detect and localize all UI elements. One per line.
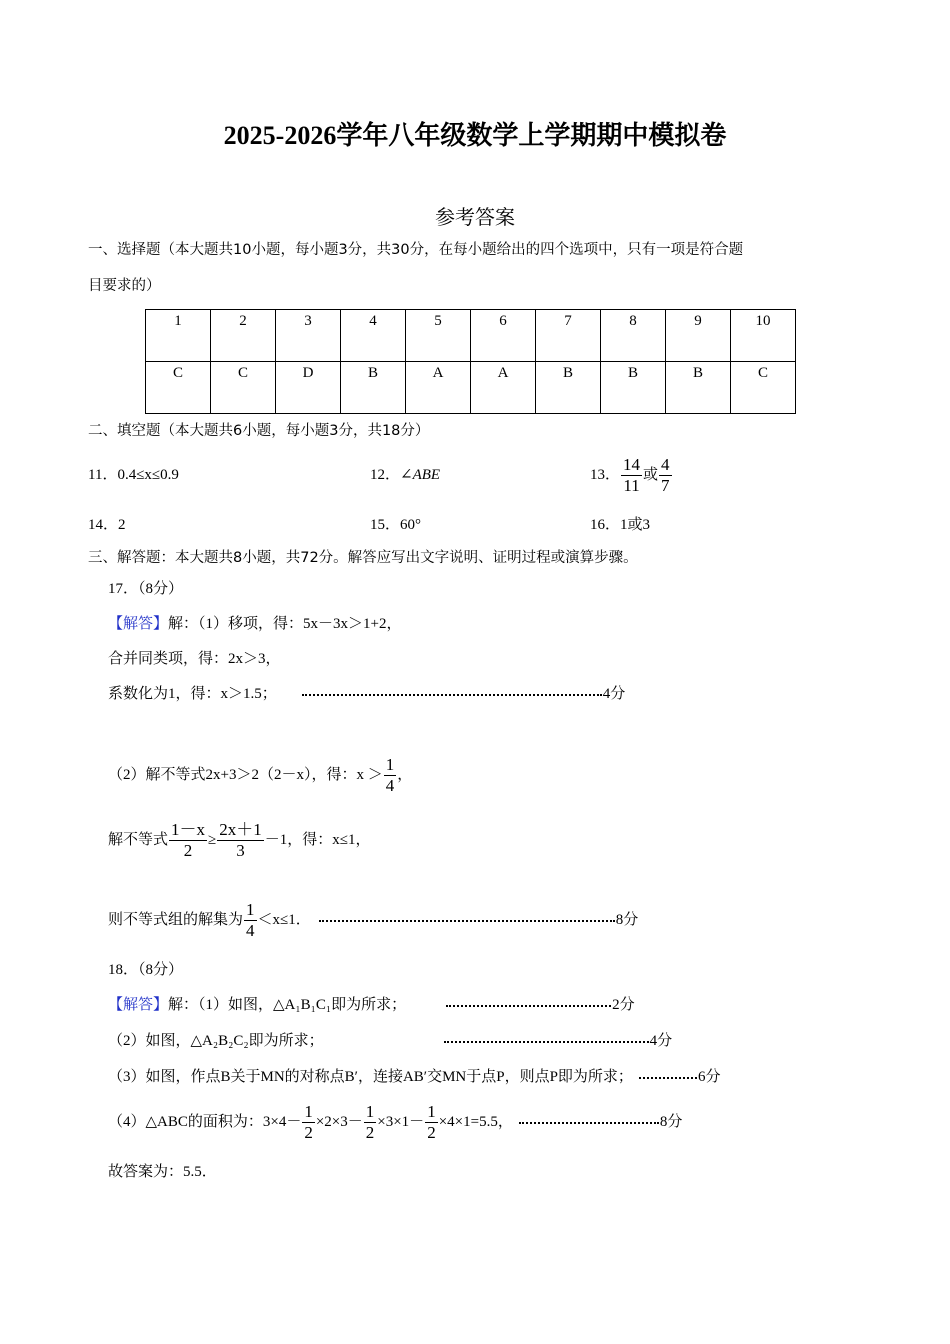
- q18-line4: [108, 1102, 682, 1143]
- answer-cell: C: [211, 362, 276, 414]
- section3-heading: 三、解答题：本大题共8小题，共72分。解答应写出文字说明、证明过程或演算步骤。: [88, 550, 638, 566]
- numerator: 1－x: [171, 820, 206, 840]
- dot-leader: [446, 1005, 611, 1007]
- answer-cell: B: [536, 362, 601, 414]
- numerator: 1: [427, 1102, 436, 1122]
- fraction: [425, 1102, 438, 1143]
- denominator: 11: [623, 476, 640, 496]
- score: 8分: [659, 1114, 683, 1130]
- or-text: 或: [643, 467, 659, 483]
- score: 2分: [612, 997, 635, 1013]
- q-number: 14．: [88, 517, 119, 533]
- choice-answer-table: [145, 309, 796, 414]
- q-answer: 2: [118, 517, 126, 533]
- answer-cell: B: [341, 362, 406, 414]
- dot-leader: [302, 694, 602, 696]
- ge-sign: ≥: [208, 832, 217, 848]
- text: 系数化为1，得：x＞1.5；: [108, 686, 277, 702]
- denominator: 7: [661, 476, 670, 496]
- answer-cell: B: [666, 362, 731, 414]
- fraction: [244, 900, 257, 941]
- q17-line2: 合并同类项，得：2x＞3，: [108, 651, 281, 667]
- numerator: 4: [661, 455, 670, 475]
- text: （3）如图，作点B关于MN的对称点B′，连接AB′交MN于点P，则点P即为所求；: [108, 1069, 633, 1085]
- question-number-cell: 5: [406, 310, 471, 362]
- fraction: [169, 820, 207, 861]
- numerator: 1: [365, 1102, 375, 1122]
- q18-line1: [108, 995, 635, 1015]
- q18-label: 18．（8分）: [108, 962, 184, 978]
- question-number-cell: 10: [731, 310, 796, 362]
- text: （2）解不等式2x+3＞2（2－x），得：x ＞: [108, 767, 383, 783]
- question-number-cell: 1: [146, 310, 211, 362]
- answer-cell: A: [406, 362, 471, 414]
- text: 解不等式: [108, 832, 169, 848]
- q17-line4: [108, 755, 412, 796]
- question-number-cell: 2: [211, 310, 276, 362]
- q-number: 13．: [590, 467, 621, 483]
- text: ，: [397, 767, 413, 783]
- denominator: 3: [236, 841, 245, 861]
- answer-cell: C: [146, 362, 211, 414]
- text: ×4×1=5.5，: [438, 1114, 513, 1130]
- answer-q16: [590, 515, 650, 535]
- q-answer: 0.4≤x≤0.9: [117, 467, 179, 483]
- answer-q14: [88, 515, 126, 535]
- answer-cell: D: [276, 362, 341, 414]
- dot-leader: [319, 920, 615, 922]
- score: 6分: [697, 1069, 721, 1085]
- section1-heading-cont: 目要求的）: [88, 278, 161, 294]
- q17-line5: [108, 820, 370, 861]
- section1-heading: 一、选择题（本大题共10小题，每小题3分，共30分，在每小题给出的四个选项中，只有一项是符合题: [88, 242, 744, 258]
- denominator: 2: [427, 1123, 436, 1143]
- q18-line3: [108, 1067, 720, 1087]
- fraction: [217, 820, 264, 861]
- denominator: 2: [183, 841, 193, 861]
- answer-cell: A: [471, 362, 536, 414]
- denominator: 2: [365, 1123, 375, 1143]
- dot-leader: [519, 1122, 659, 1124]
- question-number-cell: 8: [601, 310, 666, 362]
- numerator: 1: [385, 755, 395, 775]
- solution-tag: 【解答】: [108, 997, 169, 1013]
- text: 解：（1）如图，△A₁B₁C₁即为所求；: [168, 997, 407, 1013]
- text: ×2×3－: [315, 1114, 363, 1130]
- q18-line2: [108, 1031, 672, 1051]
- score: 4分: [602, 686, 626, 702]
- q17-line1: [108, 614, 401, 634]
- text: （2）如图，△A₂B₂C₂即为所求；: [108, 1033, 324, 1049]
- fraction: [621, 455, 642, 496]
- denominator: 4: [385, 776, 395, 796]
- question-number-cell: 9: [666, 310, 731, 362]
- fraction: [302, 1102, 315, 1143]
- q-number: 11．: [88, 467, 118, 483]
- q-number: 15．: [370, 517, 401, 533]
- document-title: 2025-2026学年八年级数学上学期期中模拟卷: [223, 121, 727, 150]
- solution-tag: 【解答】: [108, 616, 169, 632]
- section2-heading: 二、填空题（本大题共6小题，每小题3分，共18分）: [88, 423, 430, 439]
- numerator: 1: [304, 1102, 313, 1122]
- text: ＜x≤1．: [257, 912, 311, 928]
- text: 则不等式组的解集为: [108, 912, 244, 928]
- numerator: 1: [246, 900, 255, 920]
- question-number-cell: 7: [536, 310, 601, 362]
- q-answer: 1或3: [620, 517, 651, 533]
- q-answer: ∠ABE: [400, 467, 441, 483]
- q-number: 16．: [590, 517, 621, 533]
- numerator: 14: [623, 455, 641, 475]
- q-answer: 60°: [400, 517, 422, 533]
- question-number-cell: 3: [276, 310, 341, 362]
- denominator: 4: [246, 921, 255, 941]
- score: 8分: [615, 912, 639, 928]
- fraction: [659, 455, 672, 496]
- numerator: 2x＋1: [219, 820, 262, 840]
- dot-leader: [444, 1041, 649, 1043]
- fraction: [364, 1102, 377, 1143]
- text: 解：（1）移项，得：5x－3x＞1+2，: [168, 616, 402, 632]
- fraction: [384, 755, 397, 796]
- text: －1，得：x≤1，: [264, 832, 371, 848]
- answer-q13: [590, 455, 673, 496]
- denominator: 2: [304, 1123, 313, 1143]
- q18-line5: 故答案为：5.5．: [108, 1164, 217, 1180]
- dot-leader: [639, 1077, 697, 1079]
- text: （4）△ABC的面积为：3×4－: [108, 1114, 302, 1130]
- q17-line6: [108, 900, 638, 941]
- text: ×3×1－: [377, 1114, 425, 1130]
- answer-q11: [88, 465, 179, 485]
- answer-q12: [370, 465, 440, 485]
- q17-line3: [108, 684, 625, 704]
- answer-key-heading: 参考答案: [435, 207, 515, 229]
- answer-cell: C: [731, 362, 796, 414]
- question-number-cell: 4: [341, 310, 406, 362]
- q17-label: 17．（8分）: [108, 581, 184, 597]
- answer-cell: B: [601, 362, 666, 414]
- q-number: 12．: [370, 467, 401, 483]
- question-number-cell: 6: [471, 310, 536, 362]
- score: 4分: [649, 1033, 673, 1049]
- answer-q15: [370, 515, 421, 535]
